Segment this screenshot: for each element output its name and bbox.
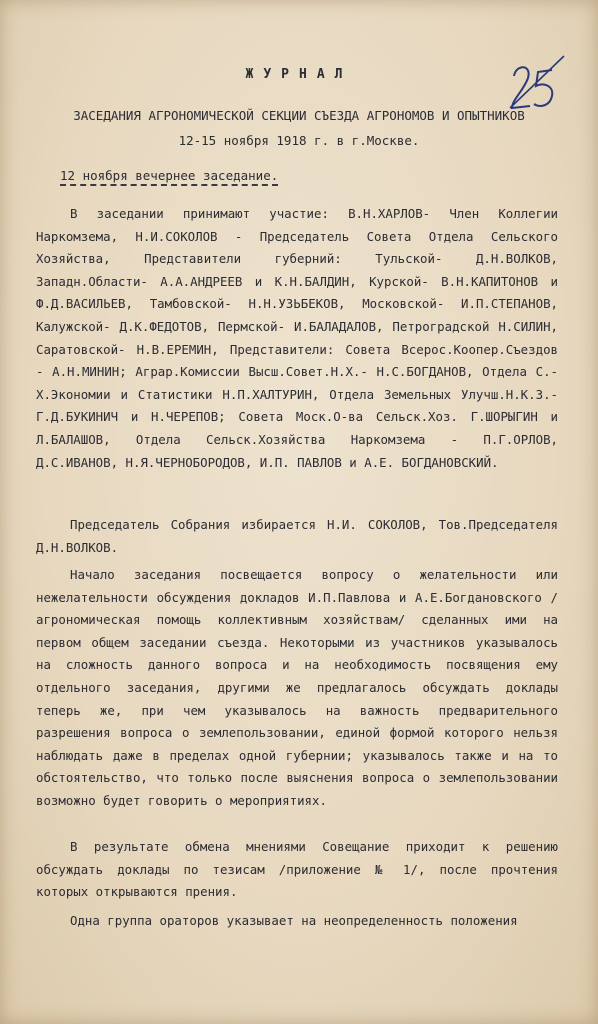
paragraph-text: В заседании принимают участие: В.Н.ХАРЛОВ- Член Коллегии Наркомзема, Н.И.СОКОЛОВ - Председатель Совета Отдела Сельского Хозяйства, Представители губерний: Тульской- Д.Н.ВОЛКОВ, Западн.Области- А.А.АНДРЕЕВ и К.Н.БАЛДИН, Курской- В.Н.КАПИТОНОВ и Ф.Д.ВАСИЛЬЕВ, Тамбовской- Н.Н.УЗЬБЕКОВ, Московской- И.П.СТЕПАНОВ, Калужской- Д.К.ФЕДОТОВ, Пермской- И.БАЛАДАЛОВ, Петроградской Н.СИЛИН, Саратовской- Н.В.ЕРЕМИН, Представители: Совета Всерос.Коопер.Съездов - А.Н.МИНИН; Аграр.Комиссии Высш.Совет.Н.Х.- Н.С.БОГДАНОВ, Отдела С.-Х.Экономии и Статистики Н.П.ХАЛТУРИН, Отдела Земельных Улучш.Н.К.З.- Г.Д.БУКИНИЧ и Н.ЧЕРЕПОВ; Совета Моск.О-ва Сельск.Хоз. Г.ШОРЫГИН и Л.БАЛАШОВ, Отдела Сельск.Хозяйства Наркомзема - П.Г.ОРЛОВ, Д.С.ИВАНОВ, Н.Я.ЧЕРНОБОРОДОВ, И.П. ПАВЛОВ и А.Е. БОГДАНОВСКИЙ. <box>36 206 558 470</box>
paragraph-text: В результате обмена мнениями Совещание приходит к решению обсуждать доклады по тезисам /приложение № 1/, после прочтения которых открываются прения. <box>36 839 558 900</box>
subtitle-line-2: 12-15 ноября 1918 г. в г.Москве. <box>178 133 420 148</box>
subtitle-line-1: ЗАСЕДАНИЯ АГРОНОМИЧЕСКОЙ СЕКЦИИ СЪЕЗДА АГРОНОМОВ И ОПЫТНИКОВ <box>73 108 525 123</box>
paragraph-discussion <box>36 564 558 813</box>
paragraph-text: Начало заседания посвещается вопросу о желательности или нежелательности обсуждения докладов И.П.Павлова и А.Е.Богдановского /агрономическая помощь коллективным хозяйствам/ сделанных ими на первом общем заседании съезда. Некоторыми из участников указывалось на сложность данного вопроса и на необходимость посвящения ему отдельного заседания, другими же предлагалось обсуждать доклады теперь же, при чем указывалось на важность предварительного разрешения вопроса о землепользовании, единой формой которого нельзя наблюдать даже в пределах одной губернии; указывалось также и на то обстоятельство, что только после выяснения вопроса о землепользовании возможно будет говорить о мероприятиях. <box>36 567 558 808</box>
paragraph-participants <box>36 203 558 474</box>
document-title: ЖУРНАЛ <box>245 67 353 82</box>
section-heading: 12 ноября вечернее заседание. <box>60 168 278 186</box>
paragraph-decision <box>36 836 558 904</box>
paragraph-chairman <box>36 514 558 559</box>
paragraph-text: Одна группа ораторов указывает на неопределенность положения <box>70 913 518 928</box>
paragraph-text: Председатель Собрания избирается Н.И. СОКОЛОВ, Тов.Председателя Д.Н.ВОЛКОВ. <box>36 517 558 555</box>
handwritten-archive-number <box>500 48 570 118</box>
paragraph-speakers <box>36 910 558 933</box>
